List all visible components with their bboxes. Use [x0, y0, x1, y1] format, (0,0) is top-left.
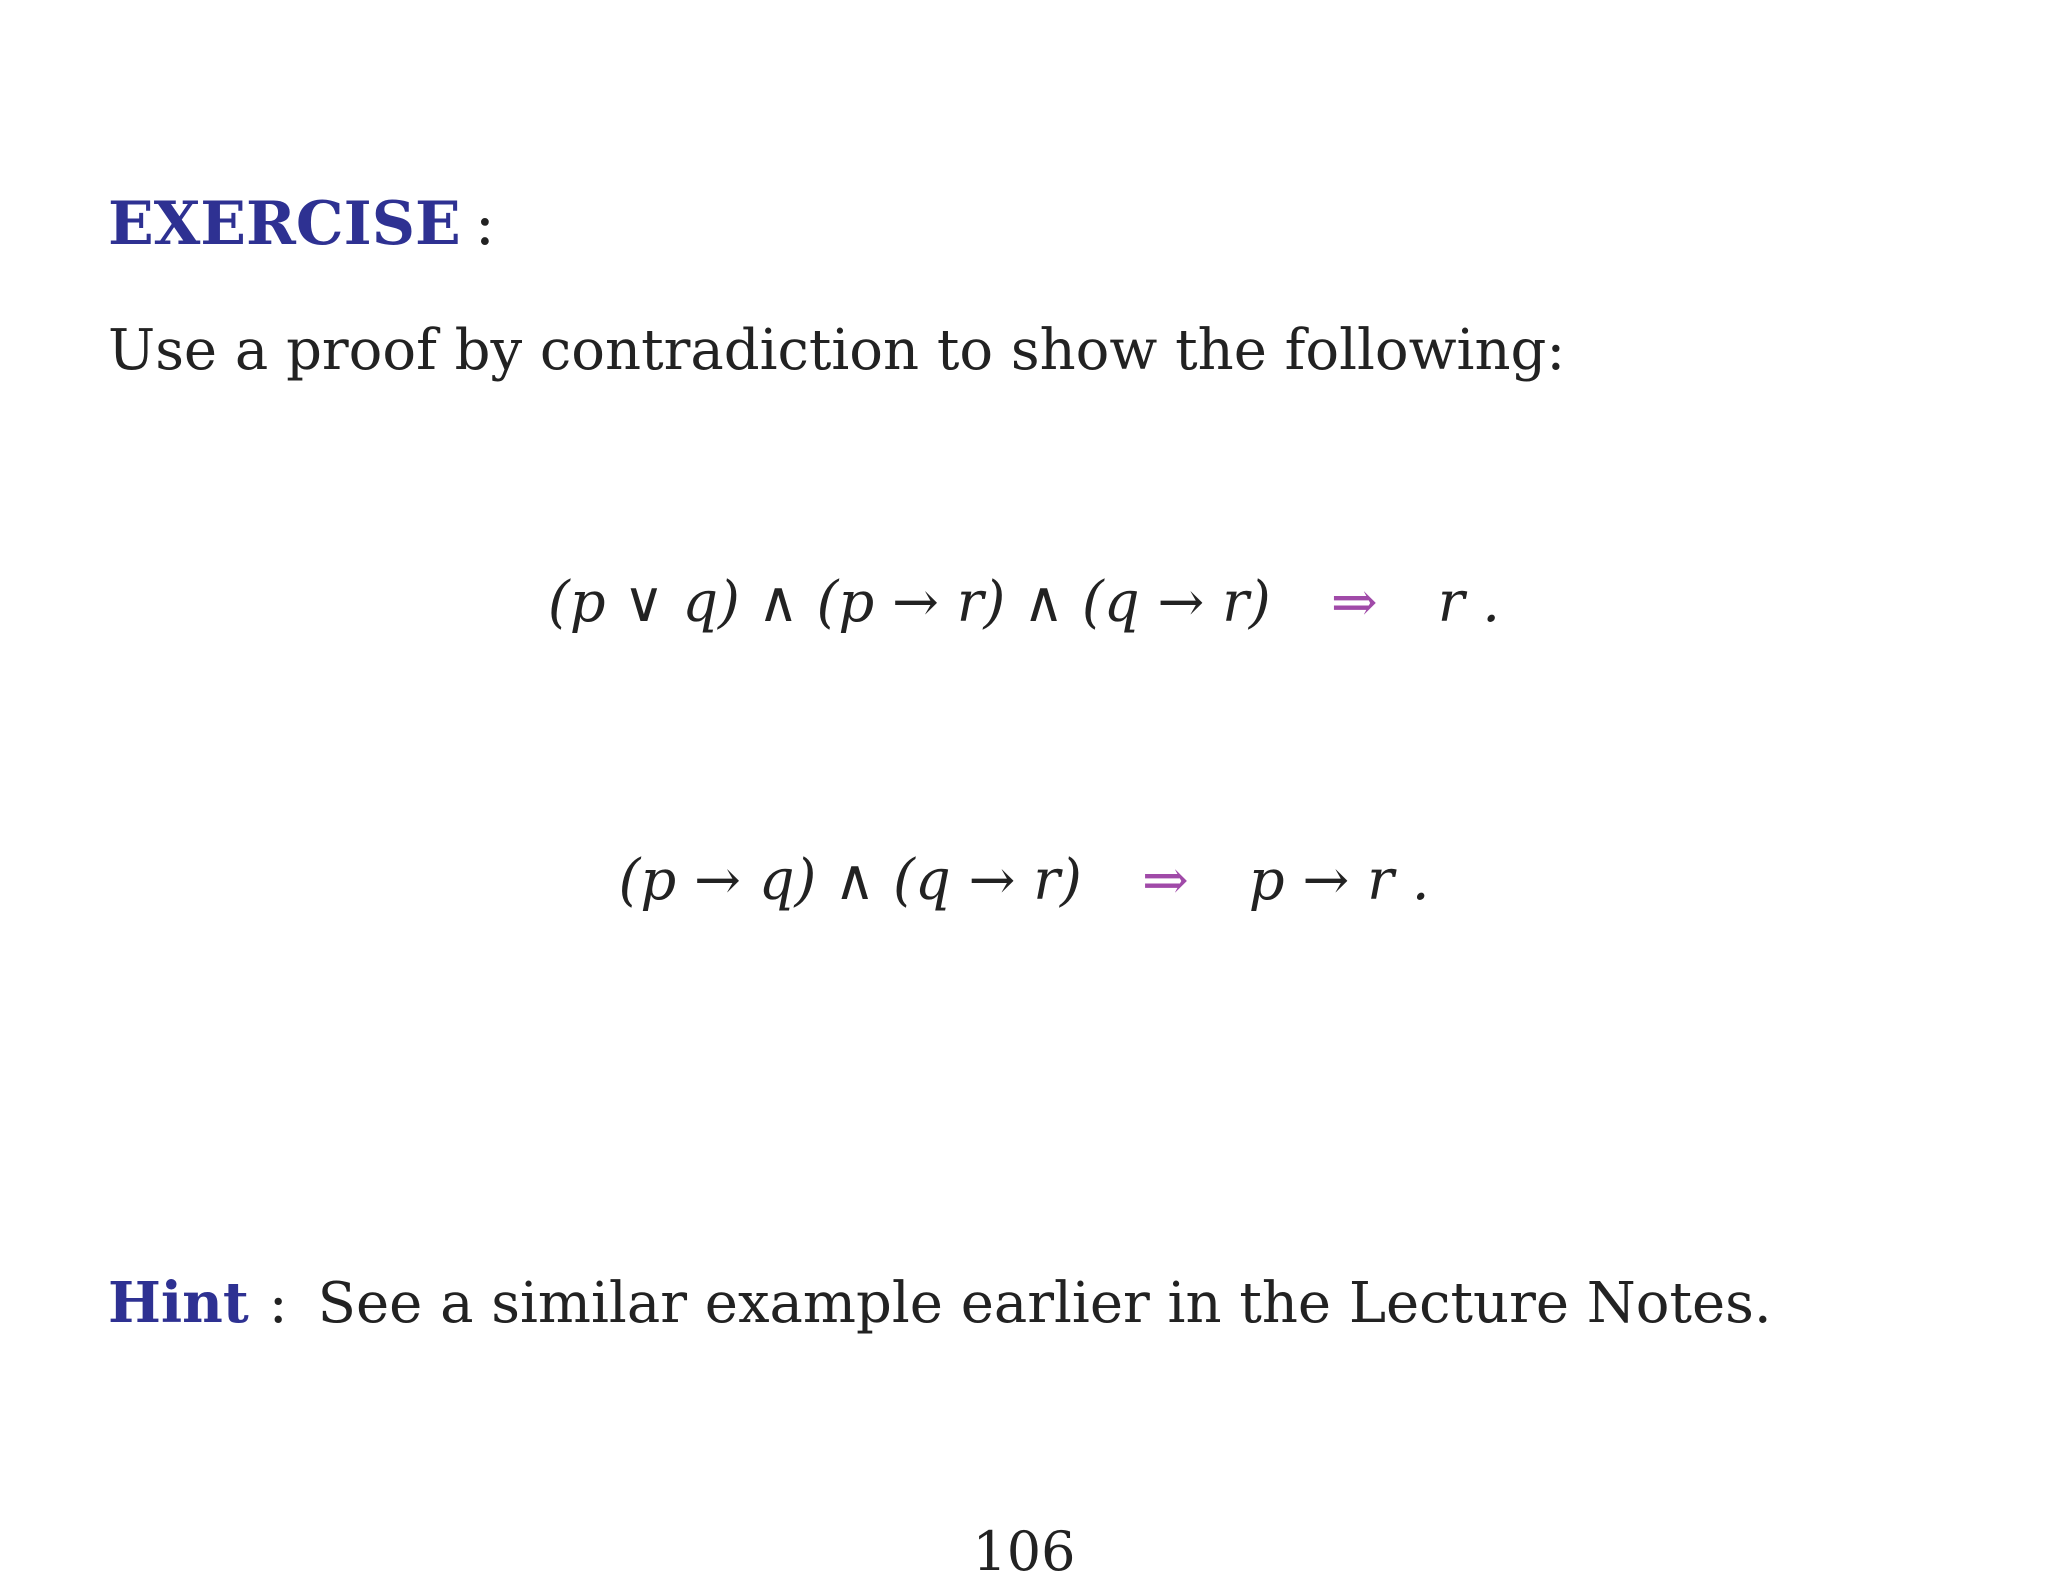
- formula-1-conclusion: r .: [1437, 570, 1501, 635]
- exercise-label: EXERCISE: [108, 189, 461, 259]
- hint-label: Hint: [108, 1270, 249, 1336]
- formula-1-implies: ⇒: [1330, 570, 1378, 635]
- hint-colon: :: [268, 1271, 288, 1336]
- hint-text: See a similar example earlier in the Lecture Notes.: [317, 1271, 1772, 1336]
- formula-2: [0, 846, 2048, 916]
- formula-2-implies: ⇒: [1141, 848, 1189, 913]
- exercise-colon: :: [474, 189, 495, 259]
- formula-1: [0, 568, 2048, 638]
- exercise-heading: [108, 188, 495, 260]
- formula-1-premise: (p ∨ q) ∧ (p → r) ∧ (q → r): [547, 570, 1271, 635]
- intro-text: Use a proof by contradiction to show the following:: [108, 318, 1566, 383]
- page-number: 106: [972, 1520, 1076, 1583]
- formula-2-premise: (p → q) ∧ (q → r): [618, 848, 1082, 913]
- hint-line: [108, 1268, 1772, 1339]
- formula-2-conclusion: p → r .: [1248, 848, 1430, 913]
